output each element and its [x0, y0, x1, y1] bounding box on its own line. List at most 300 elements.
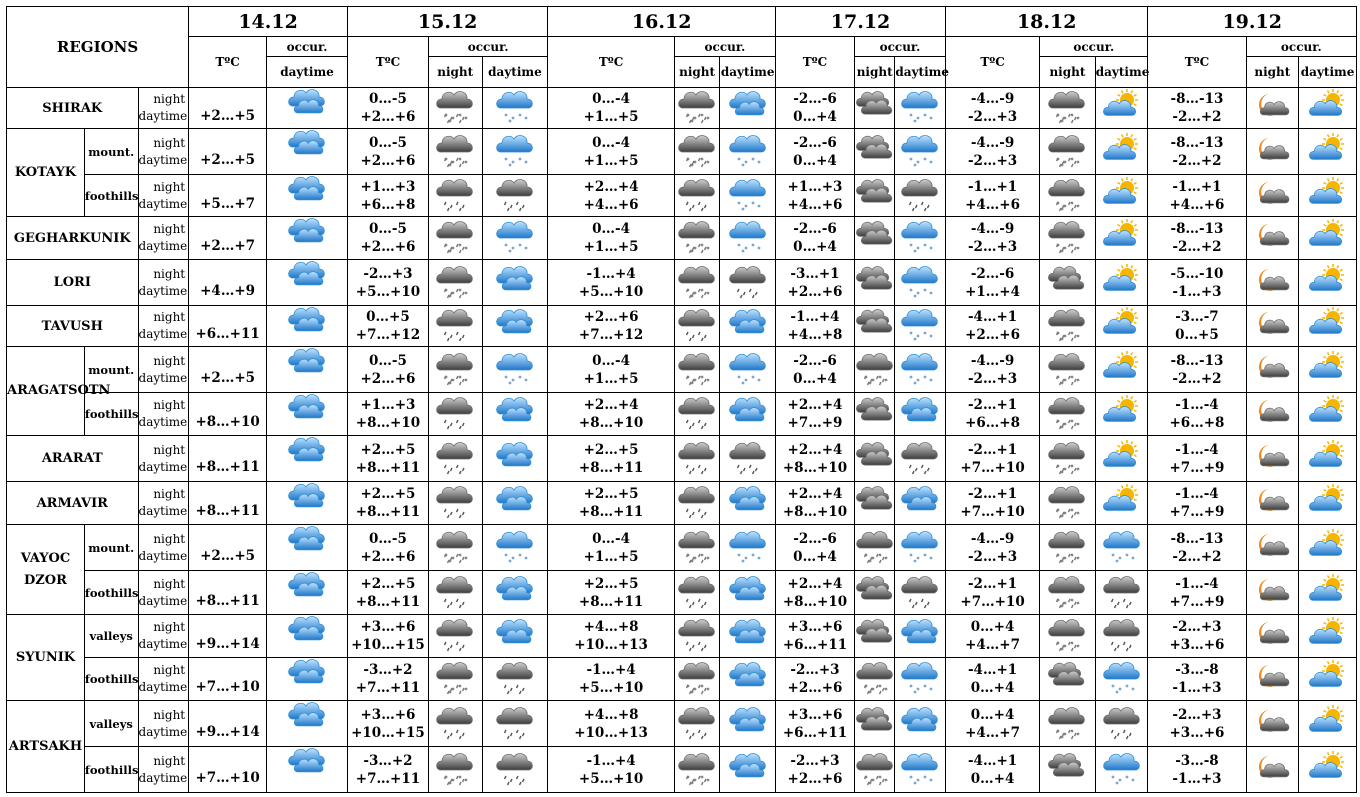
- cloud-icon: [497, 308, 533, 340]
- weather-icon-cell: [482, 615, 548, 658]
- moon-cloud-icon: [1254, 661, 1290, 693]
- temperature-cell: [347, 129, 428, 175]
- temperature-daytime: +2…+6: [360, 152, 416, 169]
- temperature-night: -3…-8: [1175, 752, 1219, 769]
- cloud-icon: [730, 618, 766, 650]
- occurrence-header: occur.: [1040, 37, 1148, 57]
- weather-icon-cell: [1246, 571, 1299, 615]
- weather-icon-cell: [674, 175, 720, 217]
- weather-icon-cell: [428, 217, 482, 260]
- temperature-cell: [776, 393, 855, 436]
- temperature-night: -2…-6: [793, 221, 837, 237]
- sleet-icon: [1049, 178, 1085, 210]
- weather-icon-cell: [854, 747, 894, 793]
- temperature-daytime: 0…+4: [793, 152, 837, 169]
- weather-icon-cell: [267, 482, 348, 525]
- cloud-icon: [289, 260, 325, 292]
- temperature-night: -1…+1: [967, 178, 1018, 195]
- weather-icon-cell: [720, 482, 776, 525]
- rain-icon: [437, 575, 473, 607]
- weather-icon-cell: [428, 393, 482, 436]
- weather-icon-cell: [428, 615, 482, 658]
- temperature-cell: [189, 129, 267, 175]
- rain-icon: [679, 178, 715, 210]
- occurrence-header: occur.: [267, 37, 348, 57]
- weather-icon-cell: [895, 658, 946, 701]
- dark-cloud-icon: [857, 618, 893, 650]
- temperature-cell: [1148, 260, 1246, 306]
- temperature-night: +1…+3: [360, 397, 416, 413]
- rain-icon: [497, 661, 533, 693]
- table-header: [7, 7, 1357, 88]
- sleet-icon: [1049, 220, 1085, 252]
- temperature-cell: [1148, 658, 1246, 701]
- cloud-icon: [289, 658, 325, 690]
- temperature-cell: [548, 615, 674, 658]
- weather-icon-cell: [854, 658, 894, 701]
- weather-icon-cell: [1040, 175, 1096, 217]
- weather-icon-cell: [720, 747, 776, 793]
- table-row: [7, 436, 1357, 482]
- sun-cloud-icon: [1310, 396, 1346, 428]
- temperature-daytime: +10…+13: [574, 724, 648, 741]
- moon-cloud-icon: [1254, 134, 1290, 166]
- sun-cloud-icon: [1310, 752, 1346, 784]
- temperature-daytime: +5…+10: [355, 283, 421, 300]
- weather-icon-cell: [482, 436, 548, 482]
- temperature-night: +2…+5: [583, 441, 639, 458]
- dark-cloud-icon: [857, 441, 893, 473]
- sun-cloud-icon: [1104, 308, 1140, 340]
- temperature-cell: [776, 482, 855, 525]
- temperature-night: 0…+5: [366, 309, 410, 325]
- weather-icon-cell: [674, 347, 720, 393]
- sleet-icon: [437, 90, 473, 122]
- temperature-night: -3…+2: [363, 662, 413, 678]
- cloud-icon: [289, 347, 325, 379]
- temperature-cell: [1148, 88, 1246, 129]
- temperature-night: +1…+3: [787, 178, 843, 195]
- weather-icon-cell: [674, 525, 720, 571]
- dark-cloud-icon: [857, 485, 893, 517]
- temperature-cell: [189, 393, 267, 436]
- weather-icon-cell: [1299, 571, 1357, 615]
- occurrence-header: occur.: [674, 37, 775, 57]
- temperature-night: -2…+1: [967, 575, 1018, 592]
- temperature-night: +3…+6: [360, 619, 416, 635]
- moon-cloud-icon: [1254, 308, 1290, 340]
- temperature-cell: [189, 747, 267, 793]
- cloud-icon: [730, 90, 766, 122]
- weather-icon-cell: [895, 217, 946, 260]
- table-row: [7, 129, 1357, 175]
- weather-icon-cell: [895, 347, 946, 393]
- weather-icon-cell: [482, 347, 548, 393]
- weather-icon-cell: [674, 88, 720, 129]
- temperature-night: -1…-4: [1175, 441, 1219, 458]
- temperature-daytime: 0…+4: [793, 109, 837, 125]
- sleet-icon: [857, 530, 893, 562]
- time-of-day: [138, 747, 189, 793]
- temperature-daytime: +4…+7: [965, 637, 1021, 653]
- weather-icon-cell: [854, 129, 894, 175]
- temperature-night: -8…-13: [1170, 530, 1224, 547]
- night-label: night: [153, 135, 186, 150]
- temperature-daytime: +8…+10: [355, 415, 421, 431]
- cloud-icon: [289, 747, 325, 779]
- weather-icon-cell: [674, 436, 720, 482]
- night-header: night: [428, 57, 482, 88]
- daytime-label: daytime: [138, 152, 188, 167]
- temperature-daytime: -2…+2: [1172, 152, 1222, 169]
- temperature-daytime: +7…+11: [355, 680, 421, 696]
- weather-icon-cell: [482, 658, 548, 701]
- weather-icon-cell: [1095, 88, 1148, 129]
- weather-icon-cell: [1095, 525, 1148, 571]
- night-label: night: [153, 531, 186, 546]
- snow-icon: [497, 352, 533, 384]
- temperature-daytime: +4…+9: [200, 282, 256, 299]
- daytime-header: daytime: [482, 57, 548, 88]
- snow-icon: [902, 265, 938, 297]
- weather-icon-cell: [1095, 747, 1148, 793]
- temperature-cell: [548, 525, 674, 571]
- weather-icon-cell: [1246, 88, 1299, 129]
- temperature-night: 0…-4: [592, 91, 631, 107]
- sleet-icon: [679, 530, 715, 562]
- temperature-cell: [776, 436, 855, 482]
- weather-icon-cell: [1040, 701, 1096, 747]
- temperature-cell: [946, 571, 1040, 615]
- weather-icon-cell: [1095, 701, 1148, 747]
- temperature-night: -4…-9: [970, 134, 1015, 151]
- weather-icon-cell: [854, 393, 894, 436]
- time-of-day: [138, 260, 189, 306]
- temperature-daytime: +2…+5: [200, 369, 256, 386]
- region-name: ARTSAKH: [7, 701, 85, 793]
- regions-header: REGIONS: [7, 7, 189, 88]
- temperature-cell: [347, 260, 428, 306]
- weather-icon-cell: [1040, 88, 1096, 129]
- weather-icon-cell: [267, 393, 348, 436]
- temperature-daytime: +8…+10: [195, 414, 260, 430]
- cloud-icon: [289, 88, 325, 120]
- time-of-day: [138, 615, 189, 658]
- temperature-cell: [1148, 701, 1246, 747]
- weather-icon-cell: [895, 436, 946, 482]
- temperature-cell: [548, 306, 674, 347]
- temperature-cell: [946, 615, 1040, 658]
- occurrence-header: occur.: [854, 37, 945, 57]
- snow-icon: [902, 308, 938, 340]
- cloud-icon: [289, 436, 325, 468]
- sun-cloud-icon: [1104, 220, 1140, 252]
- table-row: [7, 260, 1357, 306]
- temperature-cell: [347, 175, 428, 217]
- table-row: [7, 175, 1357, 217]
- sleet-icon: [1049, 134, 1085, 166]
- table-row: [7, 306, 1357, 347]
- temperature-night: -1…+4: [790, 309, 840, 325]
- temperature-cell: [548, 482, 674, 525]
- temperature-daytime: -2…+3: [967, 548, 1018, 565]
- weather-icon-cell: [267, 571, 348, 615]
- weather-icon-cell: [1299, 217, 1357, 260]
- temperature-cell: [347, 747, 428, 793]
- dark-cloud-icon: [857, 90, 893, 122]
- temperature-cell: [189, 525, 267, 571]
- temperature-night: -8…-13: [1170, 91, 1224, 107]
- moon-cloud-icon: [1254, 90, 1290, 122]
- night-label: night: [153, 353, 186, 368]
- temperature-daytime: +8…+11: [355, 459, 421, 476]
- weather-icon-cell: [428, 347, 482, 393]
- weather-icon-cell: [1299, 436, 1357, 482]
- temperature-night: 0…-5: [369, 352, 407, 369]
- temperature-header: TºC: [776, 37, 855, 88]
- cloud-icon: [289, 701, 325, 733]
- temperature-header: TºC: [189, 37, 267, 88]
- subregion-name: mount.: [84, 129, 138, 175]
- temperature-cell: [189, 701, 267, 747]
- moon-cloud-icon: [1254, 265, 1290, 297]
- temperature-cell: [946, 525, 1040, 571]
- temperature-night: -2…+1: [967, 397, 1018, 413]
- moon-cloud-icon: [1254, 178, 1290, 210]
- temperature-daytime: -1…+3: [1172, 680, 1222, 696]
- weather-icon-cell: [482, 175, 548, 217]
- weather-icon-cell: [1040, 347, 1096, 393]
- subregion-name: valleys: [84, 701, 138, 747]
- weather-icon-cell: [854, 482, 894, 525]
- temperature-daytime: +1…+5: [583, 370, 639, 387]
- temperature-cell: [347, 701, 428, 747]
- temperature-cell: [548, 701, 674, 747]
- sleet-icon: [679, 661, 715, 693]
- cloud-icon: [289, 175, 325, 207]
- snow-icon: [497, 530, 533, 562]
- rain-icon: [730, 265, 766, 297]
- temperature-night: +3…+6: [787, 619, 843, 635]
- weather-icon-cell: [428, 175, 482, 217]
- temperature-daytime: +8…+10: [578, 415, 644, 431]
- weather-icon-cell: [267, 175, 348, 217]
- temperature-daytime: -2…+2: [1172, 370, 1222, 387]
- temperature-daytime: +3…+6: [1169, 724, 1225, 741]
- weather-icon-cell: [674, 658, 720, 701]
- temperature-daytime: +1…+5: [583, 152, 639, 169]
- time-of-day: [138, 525, 189, 571]
- sleet-icon: [679, 134, 715, 166]
- temperature-night: -2…+1: [967, 486, 1018, 502]
- dark-cloud-icon: [857, 575, 893, 607]
- temperature-cell: [1148, 347, 1246, 393]
- weather-icon-cell: [267, 217, 348, 260]
- daytime-label: daytime: [138, 370, 188, 385]
- temperature-night: 0…+4: [970, 706, 1015, 723]
- temperature-cell: [776, 658, 855, 701]
- rain-icon: [497, 706, 533, 738]
- region-name: ARMAVIR: [7, 482, 139, 525]
- temperature-header: TºC: [548, 37, 674, 88]
- temperature-daytime: +4…+6: [787, 196, 843, 213]
- temperature-cell: [347, 482, 428, 525]
- temperature-daytime: +4…+6: [965, 196, 1021, 213]
- cloud-icon: [497, 396, 533, 428]
- cloud-icon: [730, 661, 766, 693]
- temperature-daytime: +5…+10: [578, 680, 644, 696]
- weather-icon-cell: [854, 615, 894, 658]
- daytime-header: daytime: [1095, 57, 1148, 88]
- temperature-night: -4…-9: [970, 352, 1015, 369]
- temperature-daytime: +1…+4: [965, 283, 1021, 300]
- temperature-cell: [946, 747, 1040, 793]
- cloud-icon: [730, 396, 766, 428]
- date-header: 14.12: [189, 7, 348, 37]
- weather-icon-cell: [1246, 482, 1299, 525]
- temperature-cell: [189, 88, 267, 129]
- rain-icon: [1104, 575, 1140, 607]
- dark-cloud-icon: [1049, 661, 1085, 693]
- time-of-day: [138, 701, 189, 747]
- weather-icon-cell: [267, 747, 348, 793]
- weather-icon-cell: [895, 393, 946, 436]
- weather-icon-cell: [482, 525, 548, 571]
- sun-cloud-icon: [1310, 575, 1346, 607]
- weather-icon-cell: [1095, 482, 1148, 525]
- temperature-daytime: +6…+11: [782, 724, 848, 741]
- cloud-icon: [289, 571, 325, 603]
- weather-icon-cell: [428, 701, 482, 747]
- temperature-daytime: +5…+7: [200, 195, 256, 212]
- weather-icon-cell: [1246, 747, 1299, 793]
- temperature-night: +3…+6: [787, 706, 843, 723]
- dark-cloud-icon: [857, 265, 893, 297]
- weather-icon-cell: [854, 175, 894, 217]
- dark-cloud-icon: [857, 220, 893, 252]
- sleet-icon: [437, 220, 473, 252]
- temperature-cell: [776, 701, 855, 747]
- rain-icon: [679, 575, 715, 607]
- temperature-cell: [1148, 482, 1246, 525]
- weather-icon-cell: [895, 571, 946, 615]
- night-label: night: [153, 663, 186, 677]
- temperature-daytime: +2…+5: [200, 108, 256, 124]
- temperature-night: +2…+4: [583, 397, 639, 413]
- cloud-icon: [497, 441, 533, 473]
- temperature-night: -4…-9: [970, 91, 1015, 107]
- sleet-icon: [857, 661, 893, 693]
- weather-icon-cell: [1040, 306, 1096, 347]
- temperature-daytime: -2…+2: [1172, 239, 1222, 255]
- temperature-cell: [347, 525, 428, 571]
- temperature-daytime: -2…+3: [967, 109, 1018, 125]
- time-of-day: [138, 347, 189, 393]
- daytime-label: daytime: [138, 593, 188, 608]
- night-label: night: [153, 707, 186, 722]
- weather-icon-cell: [720, 88, 776, 129]
- time-of-day: [138, 175, 189, 217]
- weather-icon-cell: [1299, 701, 1357, 747]
- temperature-daytime: -1…+3: [1172, 283, 1222, 300]
- weather-icon-cell: [674, 129, 720, 175]
- snow-icon: [497, 220, 533, 252]
- sleet-icon: [679, 352, 715, 384]
- daytime-header: daytime: [720, 57, 776, 88]
- sun-cloud-icon: [1104, 352, 1140, 384]
- weather-icon-cell: [1299, 175, 1357, 217]
- date-header: 15.12: [347, 7, 547, 37]
- weather-icon-cell: [1095, 306, 1148, 347]
- dark-cloud-icon: [1049, 752, 1085, 784]
- daytime-label: daytime: [138, 109, 188, 123]
- temperature-cell: [776, 175, 855, 217]
- weather-icon-cell: [1246, 306, 1299, 347]
- temperature-daytime: 0…+4: [793, 370, 837, 387]
- time-of-day: [138, 482, 189, 525]
- weather-icon-cell: [854, 525, 894, 571]
- temperature-cell: [776, 525, 855, 571]
- sun-cloud-icon: [1104, 134, 1140, 166]
- rain-icon: [437, 485, 473, 517]
- weather-icon-cell: [1299, 347, 1357, 393]
- temperature-cell: [347, 658, 428, 701]
- weather-icon-cell: [720, 306, 776, 347]
- temperature-daytime: +2…+6: [965, 327, 1021, 343]
- weather-icon-cell: [895, 260, 946, 306]
- temperature-daytime: +10…+13: [574, 637, 648, 653]
- temperature-night: 0…-4: [592, 530, 631, 547]
- subregion-name: foothills: [84, 747, 138, 793]
- temperature-night: +2…+5: [583, 486, 639, 502]
- weather-icon-cell: [854, 701, 894, 747]
- weather-icon-cell: [720, 393, 776, 436]
- cloud-icon: [730, 485, 766, 517]
- table-row: [7, 88, 1357, 129]
- weather-icon-cell: [1040, 658, 1096, 701]
- weather-icon-cell: [1299, 306, 1357, 347]
- dark-cloud-icon: [857, 308, 893, 340]
- cloud-icon: [497, 485, 533, 517]
- temperature-cell: [189, 347, 267, 393]
- temperature-daytime: +10…+15: [351, 637, 425, 653]
- sleet-icon: [1049, 706, 1085, 738]
- weather-icon-cell: [854, 347, 894, 393]
- sun-cloud-icon: [1310, 485, 1346, 517]
- temperature-night: -2…+3: [790, 752, 840, 769]
- weather-icon-cell: [895, 129, 946, 175]
- temperature-daytime: 0…+4: [970, 770, 1015, 787]
- temperature-daytime: +8…+11: [195, 458, 260, 475]
- rain-icon: [437, 706, 473, 738]
- table-row: [7, 701, 1357, 747]
- weather-icon-cell: [674, 747, 720, 793]
- rain-icon: [437, 396, 473, 428]
- temperature-cell: [1148, 571, 1246, 615]
- moon-cloud-icon: [1254, 575, 1290, 607]
- date-header: 17.12: [776, 7, 946, 37]
- weather-icon-cell: [267, 129, 348, 175]
- weather-icon-cell: [1246, 260, 1299, 306]
- temperature-daytime: +6…+8: [1169, 415, 1225, 431]
- temperature-daytime: -2…+3: [967, 152, 1018, 169]
- weather-icon-cell: [720, 525, 776, 571]
- subregion-name: foothills: [84, 175, 138, 217]
- temperature-night: 0…-4: [592, 352, 631, 369]
- rain-icon: [679, 396, 715, 428]
- weather-icon-cell: [854, 436, 894, 482]
- weather-icon-cell: [1246, 393, 1299, 436]
